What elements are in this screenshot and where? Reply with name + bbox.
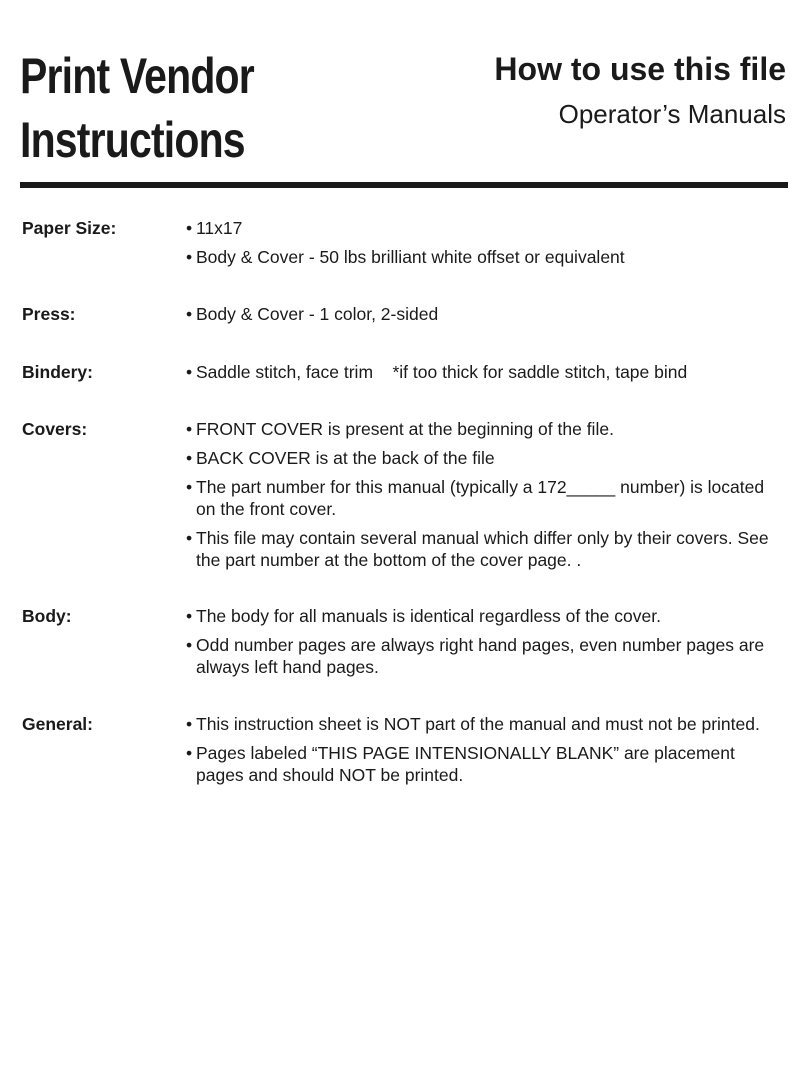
bullet: • xyxy=(186,362,193,382)
title-line-2: Instructions xyxy=(20,112,245,168)
bullet: • xyxy=(186,218,193,238)
section-items xyxy=(186,303,786,332)
list-item xyxy=(186,217,786,239)
section-label: Press: xyxy=(22,304,76,324)
item-text: Pages labeled “THIS PAGE INTENSIONALLY BLANK” are placement pages and should NOT be printed. xyxy=(196,743,735,785)
header-right xyxy=(494,50,786,130)
header-heading: How to use this file xyxy=(494,51,786,87)
list-item xyxy=(186,418,786,440)
bullet: • xyxy=(186,247,193,267)
section-items xyxy=(186,217,786,275)
item-text: BACK COVER is at the back of the file xyxy=(196,448,495,468)
list-item xyxy=(186,527,786,571)
section-label: Bindery: xyxy=(22,362,93,382)
list-item xyxy=(186,447,786,469)
section-label: Paper Size: xyxy=(22,218,117,238)
list-item xyxy=(186,361,786,383)
title-line-1: Print Vendor xyxy=(20,48,254,104)
list-item xyxy=(186,605,786,627)
item-text: 11x17 xyxy=(196,218,243,238)
header-divider xyxy=(20,182,788,188)
item-text: Body & Cover - 50 lbs brilliant white offset or equivalent xyxy=(196,247,625,267)
item-text: This file may contain several manual which differ only by their covers. See the part number at the bottom of the cover page. . xyxy=(196,528,769,570)
header-subheading: Operator’s Manuals xyxy=(558,99,786,129)
section-label: General: xyxy=(22,714,93,734)
bullet: • xyxy=(186,714,193,734)
list-item xyxy=(186,303,786,325)
list-item xyxy=(186,742,786,786)
section-label: Covers: xyxy=(22,419,88,439)
bullet: • xyxy=(186,419,193,439)
bullet: • xyxy=(186,743,193,763)
section-label: Body: xyxy=(22,606,72,626)
list-item xyxy=(186,713,786,735)
list-item xyxy=(186,246,786,268)
item-text: The body for all manuals is identical regardless of the cover. xyxy=(196,606,661,626)
section-items xyxy=(186,418,786,578)
list-item xyxy=(186,634,786,678)
document-title xyxy=(20,44,305,172)
item-text: FRONT COVER is present at the beginning of the file. xyxy=(196,419,614,439)
section-items xyxy=(186,605,786,685)
bullet: • xyxy=(186,477,193,497)
item-text: Body & Cover - 1 color, 2-sided xyxy=(196,304,439,324)
item-text: This instruction sheet is NOT part of the manual and must not be printed. xyxy=(196,714,760,734)
item-text: The part number for this manual (typically a 172_____ number) is located on the front cover. xyxy=(196,477,765,519)
item-text: Saddle stitch, face trim *if too thick for saddle stitch, tape bind xyxy=(196,362,688,382)
bullet: • xyxy=(186,448,193,468)
item-text: Odd number pages are always right hand pages, even number pages are always left hand pages. xyxy=(196,635,765,677)
section-items xyxy=(186,361,786,390)
section-items xyxy=(186,713,786,793)
bullet: • xyxy=(186,606,193,626)
bullet: • xyxy=(186,528,193,548)
list-item xyxy=(186,476,786,520)
bullet: • xyxy=(186,304,193,324)
bullet: • xyxy=(186,635,193,655)
